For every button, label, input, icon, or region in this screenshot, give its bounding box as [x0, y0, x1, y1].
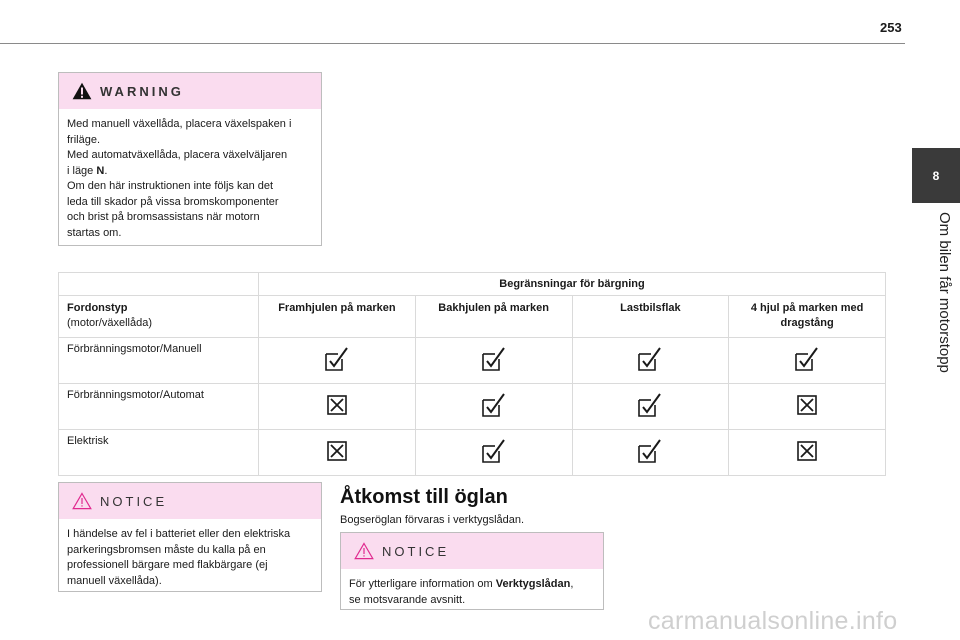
mark-cell: [729, 384, 886, 430]
notice-line-text: För ytterligare information om: [349, 578, 496, 590]
notice-box-toolbox: [340, 532, 604, 610]
mark-cell: [415, 338, 572, 384]
notice-line: parkeringsbromsen måste du kalla på en: [67, 543, 266, 556]
warning-header: [59, 73, 321, 109]
warning-line: och brist på bromsassistans när motorn: [67, 211, 260, 223]
notice-header: [59, 483, 321, 519]
checkbox-checked-icon: [637, 392, 663, 418]
vehicle-type-header: [59, 296, 259, 338]
warning-line: [67, 164, 313, 180]
page-number: 253: [880, 20, 902, 35]
notice-box-battery: [58, 482, 322, 592]
table-row: [59, 430, 886, 476]
vehicle-type-sublabel: (motor/växellåda): [67, 317, 152, 329]
mark-cell: [259, 430, 416, 476]
notice-line: se motsvarande avsnitt.: [349, 593, 466, 606]
warning-line: friläge.: [67, 133, 101, 146]
warning-line-text: i läge: [67, 164, 97, 177]
mark-cell: [415, 384, 572, 430]
mark-cell: [729, 338, 886, 384]
checkbox-checked-icon: [794, 346, 820, 372]
checkbox-checked-icon: [481, 346, 507, 372]
warning-box: [58, 72, 322, 246]
checkbox-checked-icon: [637, 438, 663, 464]
checkbox-checked-icon: [637, 346, 663, 372]
warning-triangle-icon: [72, 82, 92, 100]
checkbox-crossed-icon: [327, 441, 347, 461]
mark-cell: [572, 338, 729, 384]
mark-cell: [572, 384, 729, 430]
row-label: Förbränningsmotor/Automat: [59, 384, 259, 430]
notice-triangle-icon: [354, 542, 374, 560]
notice-heading: NOTICE: [382, 543, 450, 559]
table-row: [59, 338, 886, 384]
notice-heading: NOTICE: [100, 493, 168, 509]
column-header: Lastbilsflak: [572, 296, 729, 338]
chapter-title: Om bilen får motorstopp: [936, 212, 953, 373]
warning-line: Med manuell växellåda, placera växelspaken i: [67, 118, 292, 130]
checkbox-checked-icon: [481, 438, 507, 464]
notice-line: [349, 577, 595, 593]
notice-text: [59, 519, 321, 597]
chapter-tab[interactable]: [912, 148, 960, 203]
warning-dot: .: [104, 164, 108, 177]
header-rule: [0, 43, 905, 44]
table-corner-cell: [59, 273, 259, 296]
section-title: Åtkomst till öglan: [340, 486, 508, 508]
towing-limitations-table: [58, 272, 886, 476]
notice-line: professionell bärgare med flakbärgare (ej: [67, 559, 268, 571]
checkbox-crossed-icon: [327, 395, 347, 415]
checkbox-crossed-icon: [797, 441, 817, 461]
column-header: Bakhjulen på marken: [415, 296, 572, 338]
notice-line: I händelse av fel i batteriet eller den elektriska: [67, 528, 291, 540]
checkbox-checked-icon: [324, 346, 350, 372]
warning-line: Med automatväxellåda, placera växelväljaren: [67, 149, 288, 161]
column-header: Framhjulen på marken: [259, 296, 416, 338]
mark-cell: [259, 384, 416, 430]
table-group-header: Begränsningar för bärgning: [259, 273, 886, 296]
vehicle-type-label: Fordonstyp: [67, 302, 128, 314]
notice-text: [341, 569, 603, 616]
mark-cell: [415, 430, 572, 476]
warning-line: Om den här instruktionen inte följs kan det: [67, 180, 274, 192]
warning-line: startas om.: [67, 226, 122, 239]
mark-cell: [259, 338, 416, 384]
watermark: carmanualsonline.info: [648, 607, 898, 635]
chapter-number: 8: [932, 168, 940, 183]
checkbox-crossed-icon: [797, 395, 817, 415]
warning-line: leda till skador på vissa bromskomponenter: [67, 195, 279, 208]
notice-header: [341, 533, 603, 569]
notice-comma: ,: [570, 578, 574, 590]
row-label: Förbränningsmotor/Manuell: [59, 338, 259, 384]
mark-cell: [572, 430, 729, 476]
warning-heading: WARNING: [100, 83, 184, 99]
row-label: Elektrisk: [59, 430, 259, 476]
checkbox-checked-icon: [481, 392, 507, 418]
table-row: [59, 384, 886, 430]
toolbox-reference-link[interactable]: Verktygslådan: [495, 578, 571, 590]
gear-position-n: N: [96, 164, 105, 177]
warning-text: [59, 109, 321, 249]
column-header: 4 hjul på marken med dragstång: [729, 296, 886, 338]
notice-triangle-icon: [72, 492, 92, 510]
mark-cell: [729, 430, 886, 476]
section-text: Bogseröglan förvaras i verktygslådan.: [340, 514, 525, 526]
notice-line: manuell växellåda).: [67, 574, 162, 587]
